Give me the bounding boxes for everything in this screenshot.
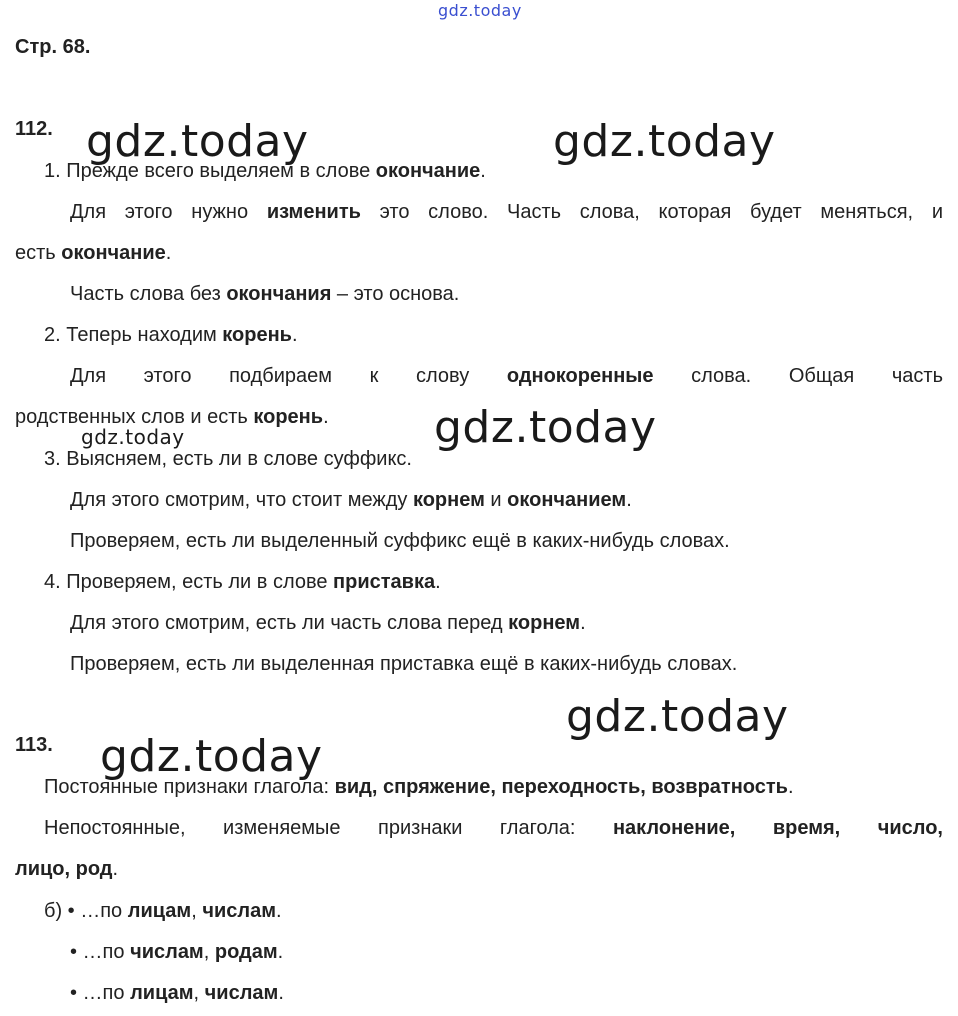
ex112-step-1 (44, 159, 486, 183)
bold-term: корень (253, 406, 324, 428)
text: б) • …по (44, 900, 128, 922)
text: – это основа. (331, 283, 460, 305)
bold-term: изменить (266, 201, 361, 223)
watermark-1: gdz.today (86, 116, 309, 167)
text: , (203, 941, 215, 963)
text: Теперь находим (66, 324, 223, 346)
exercise-113-number: 113. (15, 734, 53, 756)
text: это слово. Часть слова, которая будет меняться, и (360, 201, 944, 223)
text: Для этого подбираем к слову (70, 365, 507, 387)
ex113-para-2-line-2 (15, 857, 118, 881)
text: Выясняем, есть ли в слове суффикс. (66, 448, 412, 470)
text: слова. Общая часть (653, 365, 943, 387)
text: Для этого нужно (70, 201, 267, 223)
watermark-4: gdz.today (434, 402, 657, 453)
bold-term: окончанием (507, 489, 627, 511)
text: Непостоянные, изменяемые признаки глагола: (44, 817, 613, 839)
ex112-para-1-line-1 (70, 200, 943, 224)
ex113-para-1 (44, 775, 794, 799)
ex112-para-3-line-2 (15, 405, 329, 429)
ex112-para-1-line-2 (15, 241, 171, 265)
text: и (484, 489, 508, 511)
bold-term: родам (214, 941, 278, 963)
text: • …по (70, 941, 131, 963)
step-number: 3. (44, 448, 61, 470)
ex112-para-4 (70, 488, 632, 512)
bold-term: числам (204, 982, 279, 1004)
watermark-2: gdz.today (553, 116, 776, 167)
ex112-para-7 (70, 652, 737, 676)
bold-term: корнем (508, 612, 581, 634)
text: . (480, 160, 486, 182)
text: Для этого смотрим, есть ли часть слова перед (70, 612, 509, 634)
page-label: Стр. 68. (15, 36, 91, 58)
watermark-6: gdz.today (100, 731, 323, 782)
watermark-5: gdz.today (566, 691, 789, 742)
text: . (165, 242, 172, 264)
text: Проверяем, есть ли в слове (66, 571, 334, 593)
watermark-3: gdz.today (81, 425, 185, 449)
ex112-para-6 (70, 611, 586, 635)
bold-term: лицам (130, 982, 194, 1004)
step-number: 4. (44, 571, 61, 593)
text: . (580, 612, 586, 634)
bold-term: наклонение, время, число, (612, 817, 943, 839)
ex113-answer-b-1 (44, 899, 282, 923)
bold-term: корень (222, 324, 292, 346)
text: . (435, 571, 441, 593)
ex112-step-2 (44, 323, 298, 347)
bold-term: лицо, род (15, 858, 113, 880)
step-number: 2. (44, 324, 61, 346)
text: . (277, 941, 284, 963)
text: • …по (70, 982, 131, 1004)
text: . (278, 982, 284, 1004)
bold-term: вид, спряжение, переходность, возвратность (334, 776, 788, 798)
ex112-step-4 (44, 570, 441, 594)
bold-term: окончание (61, 242, 166, 264)
text: . (323, 406, 329, 428)
ex112-para-2 (70, 282, 459, 306)
text: . (276, 900, 282, 922)
text: Часть слова без (70, 283, 227, 305)
watermark-top: gdz.today (438, 1, 522, 20)
bold-term: лицам (127, 900, 192, 922)
bold-term: корнем (412, 489, 485, 511)
bold-term: числам (130, 941, 204, 963)
ex113-answer-b-3 (70, 981, 284, 1005)
bold-term: окончания (226, 283, 332, 305)
step-number: 1. (44, 160, 61, 182)
text: , (193, 982, 205, 1004)
text: родственных слов и есть (15, 406, 254, 428)
text: . (291, 324, 298, 346)
text: Для этого смотрим, что стоит между (70, 489, 413, 511)
bold-term: приставка (333, 571, 436, 593)
text: . (626, 489, 632, 511)
ex112-step-3 (44, 447, 412, 471)
text: Проверяем, есть ли выделенный суффикс ещё в каких-нибудь словах. (70, 530, 730, 552)
bold-term: однокоренные (506, 365, 654, 387)
bold-term: числам (202, 900, 276, 922)
text: , (191, 900, 203, 922)
text: есть (15, 242, 62, 264)
ex113-answer-b-2 (70, 940, 283, 964)
ex112-para-3-line-1 (70, 364, 943, 388)
ex113-para-2-line-1 (44, 816, 943, 840)
text: . (787, 776, 794, 798)
ex112-para-5 (70, 529, 730, 553)
text: . (112, 858, 119, 880)
text: Прежде всего выделяем в слове (66, 160, 376, 182)
exercise-112-number: 112. (15, 118, 53, 140)
text: Постоянные признаки глагола: (44, 776, 335, 798)
bold-term: окончание (375, 160, 481, 182)
text: Проверяем, есть ли выделенная приставка ещё в каких-нибудь словах. (70, 653, 738, 675)
